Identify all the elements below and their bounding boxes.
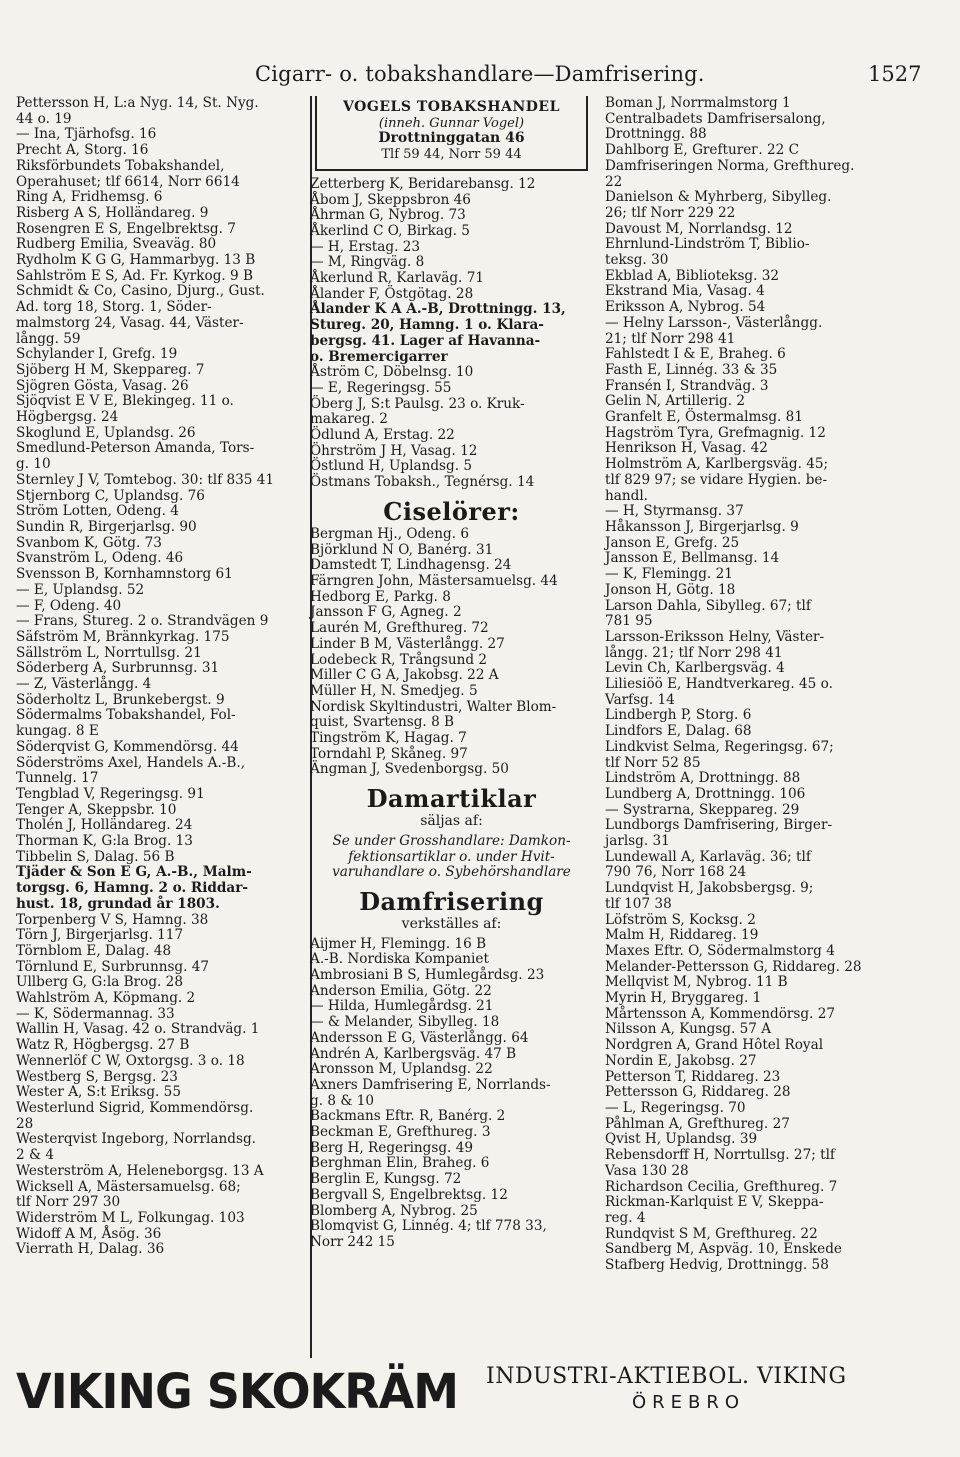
directory-entry: — Frans, Stureg. 2 o. Strandvägen 9 <box>16 613 269 630</box>
directory-entry: Ekblad A, Biblioteksg. 32 <box>605 267 780 284</box>
directory-entry: Rundqvist S M, Grefthureg. 22 <box>605 1225 818 1242</box>
directory-entry: Svensson B, Kornhamnstorg 61 <box>16 566 233 583</box>
directory-entry: Wester A, S:t Eriksg. 55 <box>16 1084 181 1101</box>
ad-city: ÖREBRO <box>632 1392 746 1413</box>
directory-entry: Müller H, N. Smedjeg. 5 <box>310 682 478 699</box>
directory-entry: — Z, Västerlångg. 4 <box>16 676 152 693</box>
directory-entry: Söderholtz L, Brunkebergst. 9 <box>16 691 225 708</box>
directory-entry: — & Melander, Sibylleg. 18 <box>310 1014 500 1031</box>
directory-entry: Widoff A M, Åsög. 36 <box>16 1225 162 1242</box>
directory-entry: Larsson-Eriksson Helny, Väster- långg. 21; tlf Norr 298 41 <box>605 628 825 661</box>
directory-entry: Färngren John, Mästersamuelsg. 44 <box>310 572 558 589</box>
directory-entry: Risberg A S, Holländareg. 9 <box>16 204 209 221</box>
directory-entry: Janson E, Grefg. 25 <box>605 534 740 551</box>
section-heading-ciselorer: Ciselörer: <box>383 496 520 526</box>
ad-box-owner: (inneh. Gunnar Vogel) <box>378 115 525 131</box>
directory-entry: Damstedt T, Lindhagensg. 24 <box>310 557 512 574</box>
directory-entry: Björklund N O, Banérg. 31 <box>310 541 494 558</box>
directory-entry: Lundborgs Damfrisering, Birger- jarlsg. 31 <box>605 817 833 850</box>
directory-entry: — Ina, Tjärhofsg. 16 <box>16 126 157 143</box>
directory-entry: Tenger A, Skeppsbr. 10 <box>16 801 177 818</box>
directory-entry: Davoust M, Norrlandsg. 12 <box>605 220 793 237</box>
directory-entry: Ålander K A A.-B, Drottningg. 13, Stureg. 20, Hamng. 1 o. Klara- bergsg. 41. Lager af Havanna- o. Bremercigarrer <box>310 301 566 365</box>
directory-entry: Ambrosiani B S, Humlegårdsg. 23 <box>310 967 545 984</box>
directory-entry: Wennerlöf C W, Oxtorgsg. 3 o. 18 <box>16 1052 245 1069</box>
middle-entries-ciselorer <box>310 527 593 778</box>
directory-entry: Dahlborg E, Grefturег. 22 C <box>605 142 800 159</box>
directory-entry: Lindström A, Drottningg. 88 <box>605 770 801 787</box>
directory-entry: Sundin R, Birgerjarlsg. 90 <box>16 518 197 535</box>
directory-entry: — Hilda, Humlegårdsg. 21 <box>310 998 494 1015</box>
directory-entry: Sternley J V, Tomtebog. 30: tlf 835 41 <box>16 471 275 488</box>
directory-entry: Maxes Eftr. O, Södermalmstorg 4 <box>605 942 835 959</box>
directory-entry: Nordgren A, Grand Hôtel Royal <box>605 1037 824 1054</box>
directory-entry: Tengblad V, Regeringsg. 91 <box>16 785 205 802</box>
ad-company: INDUSTRI-AKTIEBOL. VIKING <box>486 1364 847 1389</box>
directory-entry: Westberg S, Bergsg. 23 <box>16 1068 178 1085</box>
directory-entry: Zetterberg K, Beridarebansg. 12 <box>310 175 536 192</box>
directory-entry: Bergvall S, Engelbrektsg. 12 <box>310 1186 508 1203</box>
directory-entry: Tingström K, Hagag. 7 <box>310 730 467 747</box>
directory-entry: Söderberg A, Surbrunnsg. 31 <box>16 660 220 677</box>
directory-entry: Sällström L, Norrtullsg. 21 <box>16 644 202 661</box>
directory-entry: Granfelt E, Östermalmsg. 81 <box>605 409 803 426</box>
directory-entry: Berg H, Regeringsg. 49 <box>310 1139 473 1156</box>
directory-entry: Åkerlund R, Karlaväg. 71 <box>310 270 484 287</box>
directory-entry: Anderson Emilia, Götg. 22 <box>310 982 492 999</box>
directory-entry: Centralbadets Damfrisersalong, Drottningg. 88 <box>605 110 826 143</box>
directory-entry: Törnlund E, Surbrunnsg. 47 <box>16 958 210 975</box>
middle-entries-top <box>310 177 593 491</box>
right-column <box>605 96 945 1274</box>
directory-entry: Skoglund E, Uplandsg. 26 <box>16 424 196 441</box>
directory-entry: Levin Ch, Karlbergsväg. 4 <box>605 660 785 677</box>
directory-entry: Miller C G A, Jakobsg. 22 A <box>310 667 499 684</box>
ad-brand: VIKING SKOKRÄM <box>16 1362 459 1420</box>
directory-entry: Lundberg A, Drottningg. 106 <box>605 785 806 802</box>
directory-entry: Rickman-Karlquist E V, Skeppa- reg. 4 <box>605 1194 824 1226</box>
section-sub-damartiklar: säljas af: <box>420 813 483 830</box>
directory-entry: Gelin N, Artillerig. 2 <box>605 393 746 410</box>
directory-entry: A.-B. Nordiska Kompaniet <box>310 951 489 968</box>
directory-entry: Precht A, Storg. 16 <box>16 142 149 159</box>
directory-entry: Lindbergh P, Storg. 6 <box>605 707 752 724</box>
directory-entry: Andrén A, Karlbergsväg. 47 B <box>310 1045 517 1062</box>
directory-entry: Schylander I, Grefg. 19 <box>16 346 178 363</box>
directory-entry: Tibbelin S, Dalag. 56 B <box>16 848 175 865</box>
directory-entry: Westerlund Sigrid, Kommendörsg. 28 <box>16 1100 254 1132</box>
directory-entry: Tholén J, Holländareg. 24 <box>16 817 193 834</box>
directory-entry: — E, Uplandsg. 52 <box>16 581 145 598</box>
directory-entry: Thorman K, G:la Brog. 13 <box>16 833 193 850</box>
viking-footer-ad <box>16 1364 946 1424</box>
directory-entry: Söderqvist G, Kommendörsg. 44 <box>16 738 239 755</box>
directory-entry: Åhrman G, Nybrog. 73 <box>310 207 466 224</box>
directory-entry: Andersson E G, Västerlångg. 64 <box>310 1029 529 1046</box>
directory-entry: Ålander F, Östgötag. 28 <box>310 285 474 302</box>
ad-box-phone: Tlf 59 44, Norr 59 44 <box>381 147 522 163</box>
directory-entry: Lodebeck R, Trångsund 2 <box>310 651 488 668</box>
directory-entry: Fasth E, Linnég. 33 & 35 <box>605 361 778 378</box>
directory-entry: Danielson & Myhrberg, Sibylleg. 26; tlf Norr 229 22 <box>605 189 832 221</box>
directory-entry: Sjöberg H M, Skeppareg. 7 <box>16 361 205 378</box>
directory-entry: Blomberg A, Nybrog. 25 <box>310 1202 478 1219</box>
directory-entry: Qvist H, Uplandsg. 39 <box>605 1131 758 1148</box>
directory-entry: Jonson H, Götg. 18 <box>605 581 736 598</box>
directory-entry: Fransén I, Strandväg. 3 <box>605 377 769 394</box>
directory-entry: Ehrnlund-Lindström T, Biblio- teksg. 30 <box>605 236 810 269</box>
directory-entry: Blomqvist G, Linnég. 4; tlf 778 33, Norr 242 15 <box>310 1218 547 1250</box>
directory-entry: Boman J, Norrmalmstorg 1 <box>605 95 791 111</box>
directory-entry: Rebensdorff H, Norrtullsg. 27; tlf Vasa 130 28 <box>605 1147 835 1179</box>
directory-entry: Ullberg G, G:la Brog. 28 <box>16 974 183 991</box>
directory-entry: Ström Lotten, Odeng. 4 <box>16 503 179 520</box>
directory-entry: Åbom J, Skeppsbron 46 <box>310 191 471 208</box>
directory-entry: Berghman Elin, Braheg. 6 <box>310 1155 490 1172</box>
directory-entry: Öhrström J H, Vasag. 12 <box>310 442 478 459</box>
section-heading-damartiklar: Damartiklar <box>366 784 537 814</box>
ad-box-name: VOGELS TOBAKSHANDEL <box>343 99 560 115</box>
directory-entry: Ekstrand Mia, Vasag. 4 <box>605 283 765 300</box>
directory-entry: Sjöqvist E V E, Blekingeg. 11 o. Högbergsg. 24 <box>16 393 234 426</box>
directory-entry: Axners Damfrisering E, Norrlands- g. 8 & 10 <box>310 1076 551 1109</box>
directory-entry: Henrikson H, Vasag. 42 <box>605 440 768 457</box>
directory-entry: Eriksson A, Nybrog. 54 <box>605 299 766 316</box>
directory-entry: Säfström M, Brännkyrkag. 175 <box>16 628 230 645</box>
directory-entry: Damfriseringen Norma, Grefthureg. 22 <box>605 157 855 190</box>
directory-entry: Myrin H, Bryggareg. 1 <box>605 990 762 1007</box>
directory-entry: Wicksell A, Mästersamuelsg. 68; tlf Norr 297 30 <box>16 1178 241 1211</box>
directory-entry: Törnblom E, Dalag. 48 <box>16 942 172 959</box>
directory-entry: Torndahl P, Skåneg. 97 <box>310 745 468 762</box>
directory-entry: Ring A, Fridhemsg. 6 <box>16 189 163 206</box>
directory-entry: Liliesiöö E, Handtverkareg. 45 o. Varfsg. 14 <box>605 676 833 708</box>
directory-entry: — E, Regeringsg. 55 <box>310 379 452 396</box>
directory-entry: Watz R, Högbergsg. 27 B <box>16 1037 190 1054</box>
directory-entry: Aijmer H, Flemingg. 16 B <box>310 935 487 952</box>
directory-entry: Pettersson H, L:a Nyg. 14, St. Nyg. 44 o. 19 <box>16 95 259 127</box>
directory-entry: Sjögren Gösta, Vasag. 26 <box>16 377 189 394</box>
page-header <box>0 62 960 92</box>
directory-entry: Ängman J, Svedenborgsg. 50 <box>310 761 509 778</box>
directory-entry: Beckman E, Grefthureg. 3 <box>310 1124 491 1141</box>
directory-entry: Ödlund A, Erstag. 22 <box>310 427 455 444</box>
directory-entry: Westerqvist Ingeborg, Norrlandsg. 2 & 4 <box>16 1131 256 1164</box>
directory-entry: Svanbom K, Götg. 73 <box>16 534 162 551</box>
directory-entry: Sandberg M, Aspväg. 10, Enskede <box>605 1241 842 1258</box>
directory-entry: Bergman Hj., Odeng. 6 <box>310 525 469 542</box>
directory-entry: Petterson T, Riddareg. 23 <box>605 1068 781 1085</box>
directory-entry: Laurén M, Grefthureg. 72 <box>310 620 489 637</box>
damartiklar-note: Se under Grosshandlare: Damkon- fektionsartiklar o. under Hvit- varuhandlare o. Sybehörshandlare <box>332 832 571 881</box>
directory-entry: Torpenberg V S, Hamng. 38 <box>16 911 209 928</box>
directory-entry: Nordin E, Jakobsg. 27 <box>605 1052 757 1069</box>
directory-entry: Håkansson J, Birgerjarlsg. 9 <box>605 518 799 535</box>
left-column <box>16 96 306 1258</box>
directory-entry: Tjäder & Son E G, A.-B., Malm- torgsg. 6, Hamng. 2 o. Riddar- hust. 18, grundad år 1803. <box>16 864 252 912</box>
directory-entry: Lundewall A, Karlaväg. 36; tlf 790 76, Norr 168 24 <box>605 848 811 881</box>
middle-column <box>310 96 593 1251</box>
directory-entry: Löfström S, Kocksg. 2 <box>605 911 756 928</box>
directory-entry: Jansson F G, Agneg. 2 <box>310 604 462 621</box>
directory-entry: Berglin E, Kungsg. 72 <box>310 1171 462 1188</box>
directory-entry: Holmström A, Karlbergsväg. 45; tlf 829 97; se vidare Hygien. be- handl. <box>605 456 829 504</box>
section-heading-damfrisering: Damfrisering <box>359 886 544 916</box>
directory-entry: — Helny Larsson-, Västerlångg. 21; tlf Norr 298 41 <box>605 314 823 347</box>
directory-entry: Smedlund-Peterson Amanda, Tors- g. 10 <box>16 440 255 473</box>
directory-entry: — F, Odeng. 40 <box>16 597 122 614</box>
directory-entry: — Systrarna, Skeppareg. 29 <box>605 801 800 818</box>
directory-entry: Riksförbundets Tobakshandel, Operahuset; tlf 6614, Norr 6614 <box>16 157 240 190</box>
directory-entry: Aronsson M, Uplandsg. 22 <box>310 1061 493 1078</box>
directory-entry: Lindfors E, Dalag. 68 <box>605 723 752 740</box>
directory-entry: — H, Styrmansg. 37 <box>605 503 744 520</box>
vogels-ad-box <box>315 96 588 171</box>
directory-entry: Backmans Eftr. R, Banérg. 2 <box>310 1108 506 1125</box>
directory-entry: Rosengren E S, Engelbrektsg. 7 <box>16 220 236 237</box>
directory-entry: Fahlstedt I & E, Braheg. 6 <box>605 346 786 363</box>
page-title: Cigarr- o. tobakshandlare—Damfrisering. <box>255 62 705 86</box>
directory-entry: Hedborg E, Parkg. 8 <box>310 588 451 605</box>
directory-entry: Mellqvist M, Nybrog. 11 B <box>605 974 788 991</box>
directory-entry: Hagström Tyra, Grefmagnig. 12 <box>605 424 826 441</box>
directory-entry: Pettersson G, Riddareg. 28 <box>605 1084 791 1101</box>
directory-entry: Widerström M L, Folkungag. 103 <box>16 1209 245 1226</box>
middle-entries-damfrisering <box>310 937 593 1251</box>
directory-entry: Lundqvist H, Jakobsbergsg. 9; tlf 107 38 <box>605 880 814 912</box>
directory-entry: — H, Erstag. 23 <box>310 238 421 255</box>
directory-entry: — K, Flemingg. 21 <box>605 566 733 583</box>
directory-entry: Mårtensson A, Kommendörsg. 27 <box>605 1005 836 1022</box>
directory-entry: Vierrath H, Dalag. 36 <box>16 1241 165 1258</box>
directory-entry: Wallin H, Vasag. 42 o. Strandväg. 1 <box>16 1021 260 1038</box>
section-sub-damfrisering: verkställes af: <box>401 915 502 932</box>
directory-entry: Richardson Cecilia, Grefthureg. 7 <box>605 1178 838 1195</box>
directory-entry: Stafberg Hedvig, Drottningg. 58 <box>605 1257 829 1274</box>
directory-entry: — L, Regeringsg. 70 <box>605 1100 746 1116</box>
directory-entry: Södermalms Tobakshandel, Fol- kungag. 8 E <box>16 707 236 740</box>
directory-entry: Nilsson A, Kungsg. 57 A <box>605 1021 772 1038</box>
directory-entry: Sahlström E S, Ad. Fr. Kyrkog. 9 B <box>16 267 253 284</box>
directory-entry: Påhlman A, Grefthureg. 27 <box>605 1115 790 1132</box>
ad-box-street: Drottninggatan 46 <box>378 130 525 147</box>
directory-entry: Åström C, Döbelnsg. 10 <box>310 364 474 381</box>
directory-entry: Melander-Pettersson G, Riddareg. 28 <box>605 958 862 975</box>
directory-entry: Wahlström A, Köpmang. 2 <box>16 990 196 1007</box>
directory-entry: — K, Södermannag. 33 <box>16 1005 175 1022</box>
directory-entry: Öberg J, S:t Paulsg. 23 o. Kruk- makareg. 2 <box>310 395 525 428</box>
directory-entry: Westerström A, Heleneborgsg. 13 A <box>16 1162 264 1179</box>
directory-entry: Törn J, Birgerjarlsg. 117 <box>16 927 184 944</box>
directory-entry: Söderströms Axel, Handels A.-B., Tunnelg. 17 <box>16 754 246 787</box>
directory-entry: Linder B M, Västerlångg. 27 <box>310 635 505 652</box>
directory-entry: Rudberg Emilia, Sveaväg. 80 <box>16 236 217 253</box>
directory-entry: Rydholm K G G, Hammarbyg. 13 B <box>16 252 256 269</box>
directory-entry: Lindkvist Selma, Regeringsg. 67; tlf Norr 52 85 <box>605 738 834 771</box>
directory-entry: Jansson E, Bellmansg. 14 <box>605 550 780 567</box>
directory-entry: — M, Ringväg. 8 <box>310 254 425 271</box>
directory-entry: Östlund H, Uplandsg. 5 <box>310 458 472 475</box>
page-number: 1527 <box>868 62 922 86</box>
directory-entry: Svanström L, Odeng. 46 <box>16 550 184 567</box>
directory-entry: Östmans Tobaksh., Tegnérsg. 14 <box>310 474 535 491</box>
directory-entry: Stjernborg C, Uplandsg. 76 <box>16 487 205 504</box>
directory-entry: Malm H, Riddareg. 19 <box>605 927 759 944</box>
directory-entry: Larson Dahla, Sibylleg. 67; tlf 781 95 <box>605 597 811 630</box>
directory-entry: Nordisk Skyltindustri, Walter Blom- quist, Svartensg. 8 B <box>310 698 557 731</box>
directory-entry: Åkerlind C O, Birkag. 5 <box>310 222 470 239</box>
directory-entry: Schmidt & Co, Casino, Djurg., Gust. Ad. torg 18, Storg. 1, Söder- malmstorg 24, Vasag. 44, Väster- långg. 59 <box>16 283 265 347</box>
